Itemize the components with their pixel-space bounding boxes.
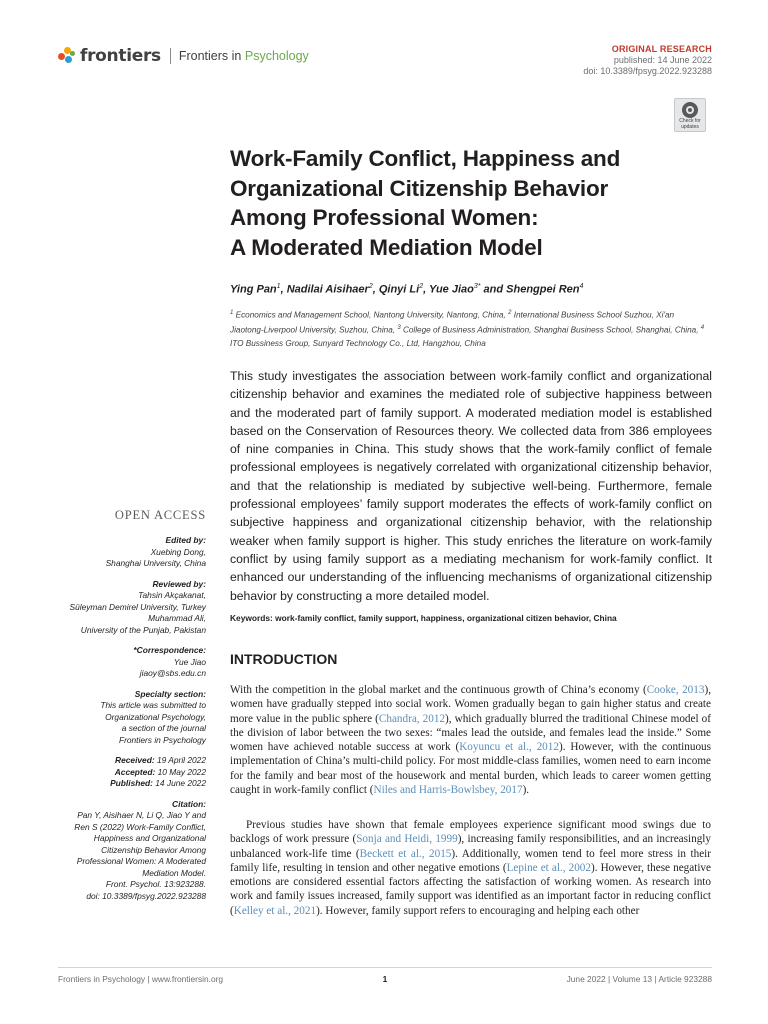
affiliation-text: International Business School Suzhou, Xi'an Jiaotong-Liverpool University, Suzhou, China, xyxy=(230,310,675,336)
specialty-label: Specialty section: xyxy=(134,688,206,699)
affiliations xyxy=(230,307,710,350)
affiliation-text: ITO Bussiness Group, Sunyard Technology Co., Ltd, Hangzhou, China xyxy=(230,338,486,348)
footer-journal-link[interactable]: Frontiers in Psychology | www.frontiersin.org xyxy=(58,974,224,984)
citation-line: Ren S (2022) Work-Family Conflict, xyxy=(74,821,206,832)
author-separator: , xyxy=(372,283,379,296)
logo-wordmark: frontiers xyxy=(80,46,161,66)
body-paragraph xyxy=(230,683,711,797)
author-separator: , xyxy=(280,283,287,296)
correspondence-section xyxy=(50,645,206,680)
footer-divider xyxy=(58,967,712,968)
author-affiliation-marker: 2 xyxy=(419,283,424,290)
citation-label: Citation: xyxy=(172,798,206,809)
paragraph-text: With the competition in the global market and the continuous growth of China’s economy ( xyxy=(230,684,647,696)
title-line: Among Professional Women: xyxy=(230,205,539,230)
title-line: Work-Family Conflict, Happiness and xyxy=(230,146,621,171)
author-affiliation-marker: 4 xyxy=(579,283,584,290)
journal-name-accent: Psychology xyxy=(244,49,309,63)
affiliation-text: College of Business Administration, Shanghai Business School, Shanghai, China, xyxy=(400,326,701,336)
frontiers-logo-icon xyxy=(58,47,76,65)
reviewer-affiliation: Süleyman Demirel University, Turkey xyxy=(69,601,206,612)
citation-line: Front. Psychol. 13:923288. xyxy=(105,879,206,889)
accepted-date xyxy=(50,767,206,779)
reviewed-by-section xyxy=(50,579,206,637)
received-date xyxy=(50,755,206,767)
published-date: published: 14 June 2022 xyxy=(613,55,712,65)
citation-link[interactable]: Cooke, 2013 xyxy=(646,684,705,696)
title-line: Organizational Citizenship Behavior xyxy=(230,175,609,201)
author-separator: and xyxy=(480,283,507,296)
author-name[interactable]: Nadilai Aisihaer xyxy=(286,283,369,296)
citation-link[interactable]: Chandra, 2012 xyxy=(378,712,446,725)
check-updates-icon xyxy=(682,102,698,118)
published-date-sidebar xyxy=(50,778,206,790)
paragraph-text: Previous studies have shown that female employees experience significant mood swings due to backlogs of work pressure ( xyxy=(230,819,711,846)
paragraph-text: ), increasing family responsibilities, and an increasingly unbalanced work-life time ( xyxy=(230,833,711,860)
edited-by-section xyxy=(50,535,206,570)
affiliation-marker: 1 xyxy=(230,310,234,316)
journal-name-prefix: Frontiers in xyxy=(178,49,245,63)
author-affiliation-marker: 2 xyxy=(368,283,373,290)
citation-line: Professional Women: A Moderated xyxy=(76,856,206,866)
reviewed-by-label: Reviewed by: xyxy=(152,578,206,589)
article-type: ORIGINAL RESEARCH xyxy=(611,44,712,54)
specialty-section xyxy=(50,689,206,747)
author-separator: , xyxy=(423,283,430,296)
received-value: 19 April 2022 xyxy=(154,755,206,765)
affiliation-marker: 3 xyxy=(397,325,401,332)
citation-link[interactable]: Niles and Harris-Bowlsbey, 2017 xyxy=(373,784,523,797)
citation-line: Citizenship Behavior Among xyxy=(101,844,206,855)
check-updates-label: Check for updates xyxy=(679,118,701,130)
author-name[interactable]: Yue Jiao xyxy=(429,283,474,296)
journal-name[interactable] xyxy=(179,49,309,63)
keywords: Keywords: work-family conflict, family support, happiness, organizational citizen behavior, China xyxy=(230,613,617,623)
affiliation-text: Economics and Management School, Nantong University, Nantong, China, xyxy=(233,310,509,320)
paragraph-text: ), which gradually blurred the traditional Chinese model of the division of labor between the two sexes: “males lead the outside, and females lead the inside.” Some women have achieved notable success at work ( xyxy=(230,712,711,754)
accepted-label: Accepted: xyxy=(114,766,156,777)
section-heading-introduction: INTRODUCTION xyxy=(230,651,338,667)
title-line: A Moderated Mediation Model xyxy=(230,234,543,260)
published-value: 14 June 2022 xyxy=(152,778,206,788)
author-name[interactable]: Ying Pan xyxy=(230,283,277,296)
citation-link[interactable]: Lepine et al., 2002 xyxy=(506,861,591,874)
citation-line: Happiness and Organizational xyxy=(93,833,206,843)
correspondence-email[interactable]: jiaoy@sbs.edu.cn xyxy=(139,668,206,678)
body-paragraph xyxy=(230,818,711,918)
citation-doi[interactable]: doi: 10.3389/fpsyg.2022.923288 xyxy=(86,890,206,901)
paragraph-text: ). However, with the continuous implementation of China’s multi-child policy. For most middle-class families, women need to earn income for the family and bear most of the housework and mental burden, which leads to career women getting caught in work-family conflict ( xyxy=(230,741,711,797)
citation-link[interactable]: Sonja and Heidi, 1999 xyxy=(356,833,458,846)
article-title xyxy=(230,144,720,262)
edited-by-label: Edited by: xyxy=(165,535,206,545)
reviewer-name[interactable]: Muhammad Ali, xyxy=(148,613,206,623)
paragraph-text: ). However, these negative emotions are considered essential factors affecting the satisfaction of working women. As research into work and family issues increased, family support was identified as an important factor in reducing conflict ( xyxy=(230,861,711,917)
page-number: 1 xyxy=(382,974,388,984)
page-header xyxy=(58,44,712,80)
footer-volume-info: June 2022 | Volume 13 | Article 923288 xyxy=(566,974,712,984)
abstract: This study investigates the association between work-family conflict and organizational citizenship behavior and examines the mediated role of subjective happiness between and the moderated part of family support. A moderated mediation model is established based on the Conservation of Resources theory. We collected data from 386 employees of nine companies in China. This study shows that the work-family conflict of female professional employees is negatively correlated with organizational citizenship behavior, and that the relationship is mediated by subjective well-being. Furthermore, female professional employees’ family support moderates the effects of work-family conflict on subjective happiness and organizational citizenship behavior, with the relationship weaker when family support is higher. This study enriches the literature on work-family conflict by using family support as a mediating mechanism for work-family conflict. It enhanced our understanding of the influencing mechanisms of organizational citizenship behavior by constructing a more detailed model. xyxy=(230,369,712,603)
received-label: Received: xyxy=(115,755,155,765)
dates-section xyxy=(50,755,206,790)
author-affiliation-marker: 1 xyxy=(276,283,281,290)
citation-line: Mediation Model. xyxy=(142,867,206,878)
editor-name[interactable]: Xuebing Dong, xyxy=(150,546,206,557)
specialty-line: Organizational Psychology, xyxy=(105,711,206,722)
open-access-label: OPEN ACCESS xyxy=(114,508,206,522)
logo-divider xyxy=(170,48,171,64)
accepted-value: 10 May 2022 xyxy=(155,766,206,777)
specialty-line: a section of the journal xyxy=(121,723,206,733)
published-label: Published: xyxy=(110,778,153,788)
specialty-line: Frontiers in Psychology xyxy=(118,734,206,745)
citation-section xyxy=(50,799,206,903)
article-meta xyxy=(583,44,712,77)
correspondence-label: *Correspondence: xyxy=(133,645,206,655)
paragraph-text: ). xyxy=(522,784,530,797)
author-list xyxy=(230,283,710,296)
affiliation-marker: 2 xyxy=(508,310,512,316)
author-name[interactable]: Shengpei Ren xyxy=(506,283,580,296)
paragraph-text: ). However, family support refers to encouraging and helping each other xyxy=(316,904,640,917)
frontiers-logo[interactable] xyxy=(58,46,309,66)
citation-link[interactable]: Beckett et al., 2015 xyxy=(359,847,452,860)
specialty-line: This article was submitted to xyxy=(100,700,206,710)
correspondence-name: Yue Jiao xyxy=(173,656,206,667)
author-name[interactable]: Qinyi Li xyxy=(378,283,420,296)
citation-line: Pan Y, Aisihaer N, Li Q, Jiao Y and xyxy=(77,810,206,820)
doi-link[interactable]: doi: 10.3389/fpsyg.2022.923288 xyxy=(583,66,712,76)
editor-affiliation: Shanghai University, China xyxy=(105,558,206,568)
affiliation-marker: 4 xyxy=(700,325,705,332)
paragraph-text: ), women have gradually stepped into social work. Women gradually began to gain higher status and create more value in the public sphere ( xyxy=(230,684,711,725)
reviewer-affiliation: University of the Punjab, Pakistan xyxy=(80,624,206,635)
citation-link[interactable]: Kelley et al., 2021 xyxy=(233,904,317,917)
article-info-sidebar xyxy=(50,508,206,911)
check-for-updates-button[interactable] xyxy=(674,98,706,132)
author-affiliation-marker: 3* xyxy=(473,283,481,290)
paragraph-text: ). Additionally, women tend to feel more stress in their family life, resulting in tension and other negative emotions ( xyxy=(230,847,711,874)
reviewer-name[interactable]: Tahsin Akçakanat, xyxy=(138,590,206,600)
citation-link[interactable]: Koyuncu et al., 2012 xyxy=(459,741,559,754)
